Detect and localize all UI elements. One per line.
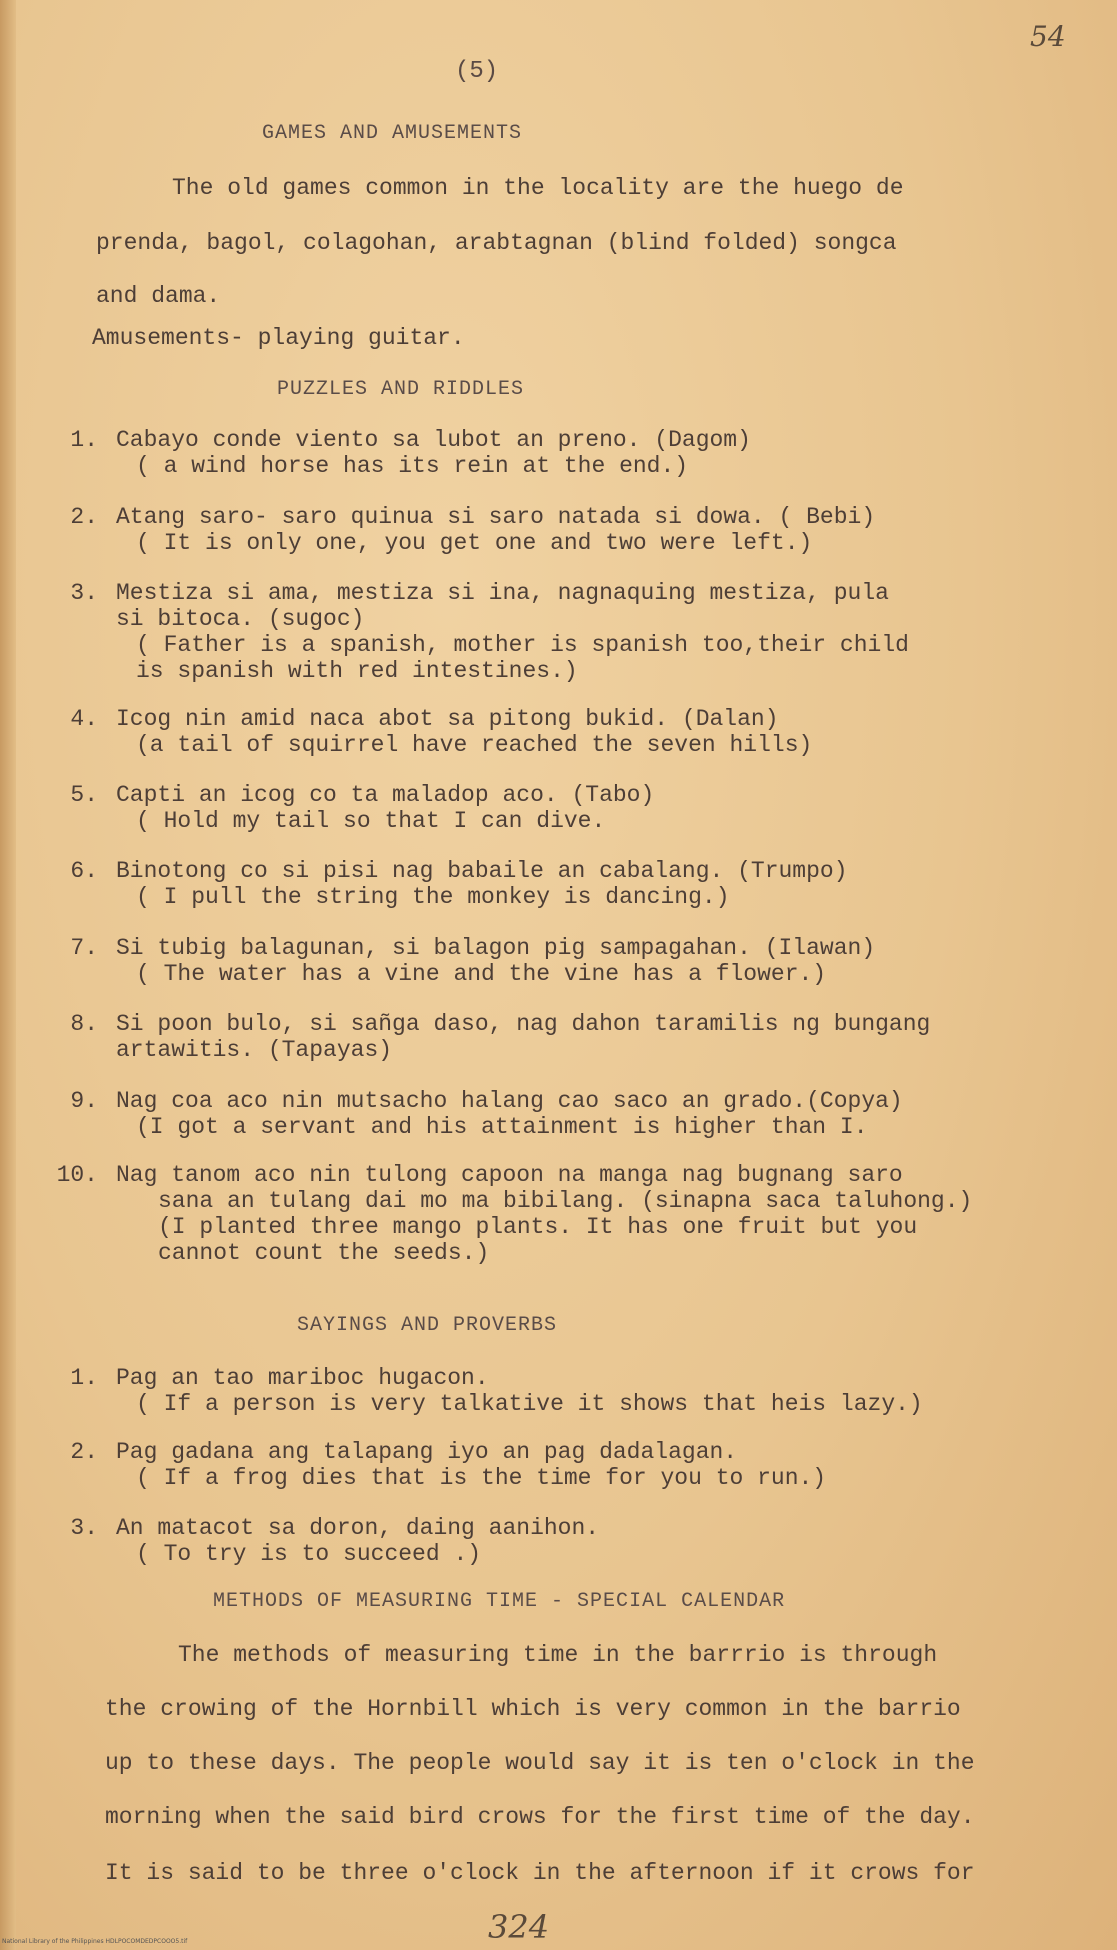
handwritten-page-number: 324 [488, 1908, 550, 1946]
riddle-text: Cabayo conde viento sa lubot an preno. (Dagom) [116, 427, 751, 453]
methods-line: up to these days. The people would say it is ten o'clock in the [105, 1750, 975, 1776]
proverb-text: An matacot sa doron, daing aanihon. [116, 1515, 600, 1541]
archive-tag: National Library of the Philippines HDLPOCOMDEDPCOOO5.tif [2, 1938, 188, 1945]
methods-line: the crowing of the Hornbill which is very common in the barrio [105, 1696, 961, 1722]
riddle-translation: is spanish with red intestines.) [136, 658, 578, 684]
corner-page-mark: 54 [1030, 20, 1066, 53]
games-heading: GAMES AND AMUSEMENTS [262, 122, 523, 145]
page-edge [0, 0, 16, 1950]
riddle-number: 6. [70, 858, 98, 884]
riddle-number: 5. [70, 782, 98, 808]
riddle-number: 4. [70, 706, 98, 732]
riddle-number: 1. [70, 427, 98, 453]
riddle-translation: ( Father is a spanish, mother is spanish too,their child [136, 632, 909, 658]
riddle-text: Capti an icog co ta maladop aco. (Tabo) [116, 782, 655, 808]
proverb-text: Pag an tao mariboc hugacon. [116, 1365, 489, 1391]
proverb-text: Pag gadana ang talapang iyo an pag dadalagan. [116, 1439, 738, 1465]
riddle-text: Nag tanom aco nin tulong capoon na manga nag bugnang saro [116, 1162, 903, 1188]
riddle-number: 2. [70, 504, 98, 530]
riddle-text: Si poon bulo, si sañga daso, nag dahon taramilis ng bungang [116, 1011, 931, 1037]
riddle-text: Atang saro- saro quinua si saro natada si dowa. ( Bebi) [116, 504, 876, 530]
proverb-number: 2. [70, 1439, 98, 1465]
riddle-translation: ( I pull the string the monkey is dancing.) [136, 884, 730, 910]
methods-heading: METHODS OF MEASURING TIME - SPECIAL CALENDAR [213, 1590, 786, 1613]
riddle-translation: cannot count the seeds.) [158, 1240, 490, 1266]
riddle-translation: (I planted three mango plants. It has one fruit but you [158, 1214, 918, 1240]
riddle-number: 10. [56, 1162, 98, 1188]
methods-line: It is said to be three o'clock in the afternoon if it crows for [105, 1860, 975, 1886]
riddle-text: Icog nin amid naca abot sa pitong bukid. (Dalan) [116, 706, 779, 732]
riddle-translation: ( The water has a vine and the vine has a flower.) [136, 961, 827, 987]
puzzles-heading: PUZZLES AND RIDDLES [277, 378, 525, 401]
games-line: and dama. [96, 283, 221, 309]
proverb-number: 1. [70, 1365, 98, 1391]
riddle-text: si bitoca. (sugoc) [116, 606, 365, 632]
games-line: The old games common in the locality are the huego de [172, 175, 904, 201]
riddle-translation: ( a wind horse has its rein at the end.) [136, 453, 689, 479]
riddle-text: Nag coa aco nin mutsacho halang cao saco an grado.(Copya) [116, 1088, 903, 1114]
riddle-translation: (a tail of squirrel have reached the seven hills) [136, 732, 813, 758]
riddle-translation: (I got a servant and his attainment is higher than I. [136, 1114, 868, 1140]
riddle-number: 3. [70, 580, 98, 606]
riddle-text: artawitis. (Tapayas) [116, 1037, 393, 1063]
riddle-translation: ( It is only one, you get one and two were left.) [136, 530, 813, 556]
riddle-translation: ( Hold my tail so that I can dive. [136, 808, 606, 834]
page-number: (5) [455, 58, 499, 85]
games-line: prenda, bagol, colagohan, arabtagnan (blind folded) songca [96, 230, 897, 256]
proverb-translation: ( If a frog dies that is the time for you to run.) [136, 1465, 827, 1491]
proverb-number: 3. [70, 1515, 98, 1541]
riddle-text: Binotong co si pisi nag babaile an cabalang. (Trumpo) [116, 858, 848, 884]
riddle-number: 9. [70, 1088, 98, 1114]
riddle-number: 7. [70, 935, 98, 961]
riddle-text: Si tubig balagunan, si balagon pig sampagahan. (Ilawan) [116, 935, 876, 961]
proverb-translation: ( If a person is very talkative it shows that heis lazy.) [136, 1391, 923, 1417]
proverb-translation: ( To try is to succeed .) [136, 1541, 482, 1567]
methods-line: The methods of measuring time in the barrrio is through [178, 1642, 938, 1668]
riddle-text: sana an tulang dai mo ma bibilang. (sinapna saca taluhong.) [158, 1188, 973, 1214]
riddle-text: Mestiza si ama, mestiza si ina, nagnaquing mestiza, pula [116, 580, 889, 606]
riddle-number: 8. [70, 1011, 98, 1037]
amusements-line: Amusements- playing guitar. [92, 325, 465, 351]
methods-line: morning when the said bird crows for the first time of the day. [105, 1804, 975, 1830]
sayings-heading: SAYINGS AND PROVERBS [297, 1314, 558, 1337]
